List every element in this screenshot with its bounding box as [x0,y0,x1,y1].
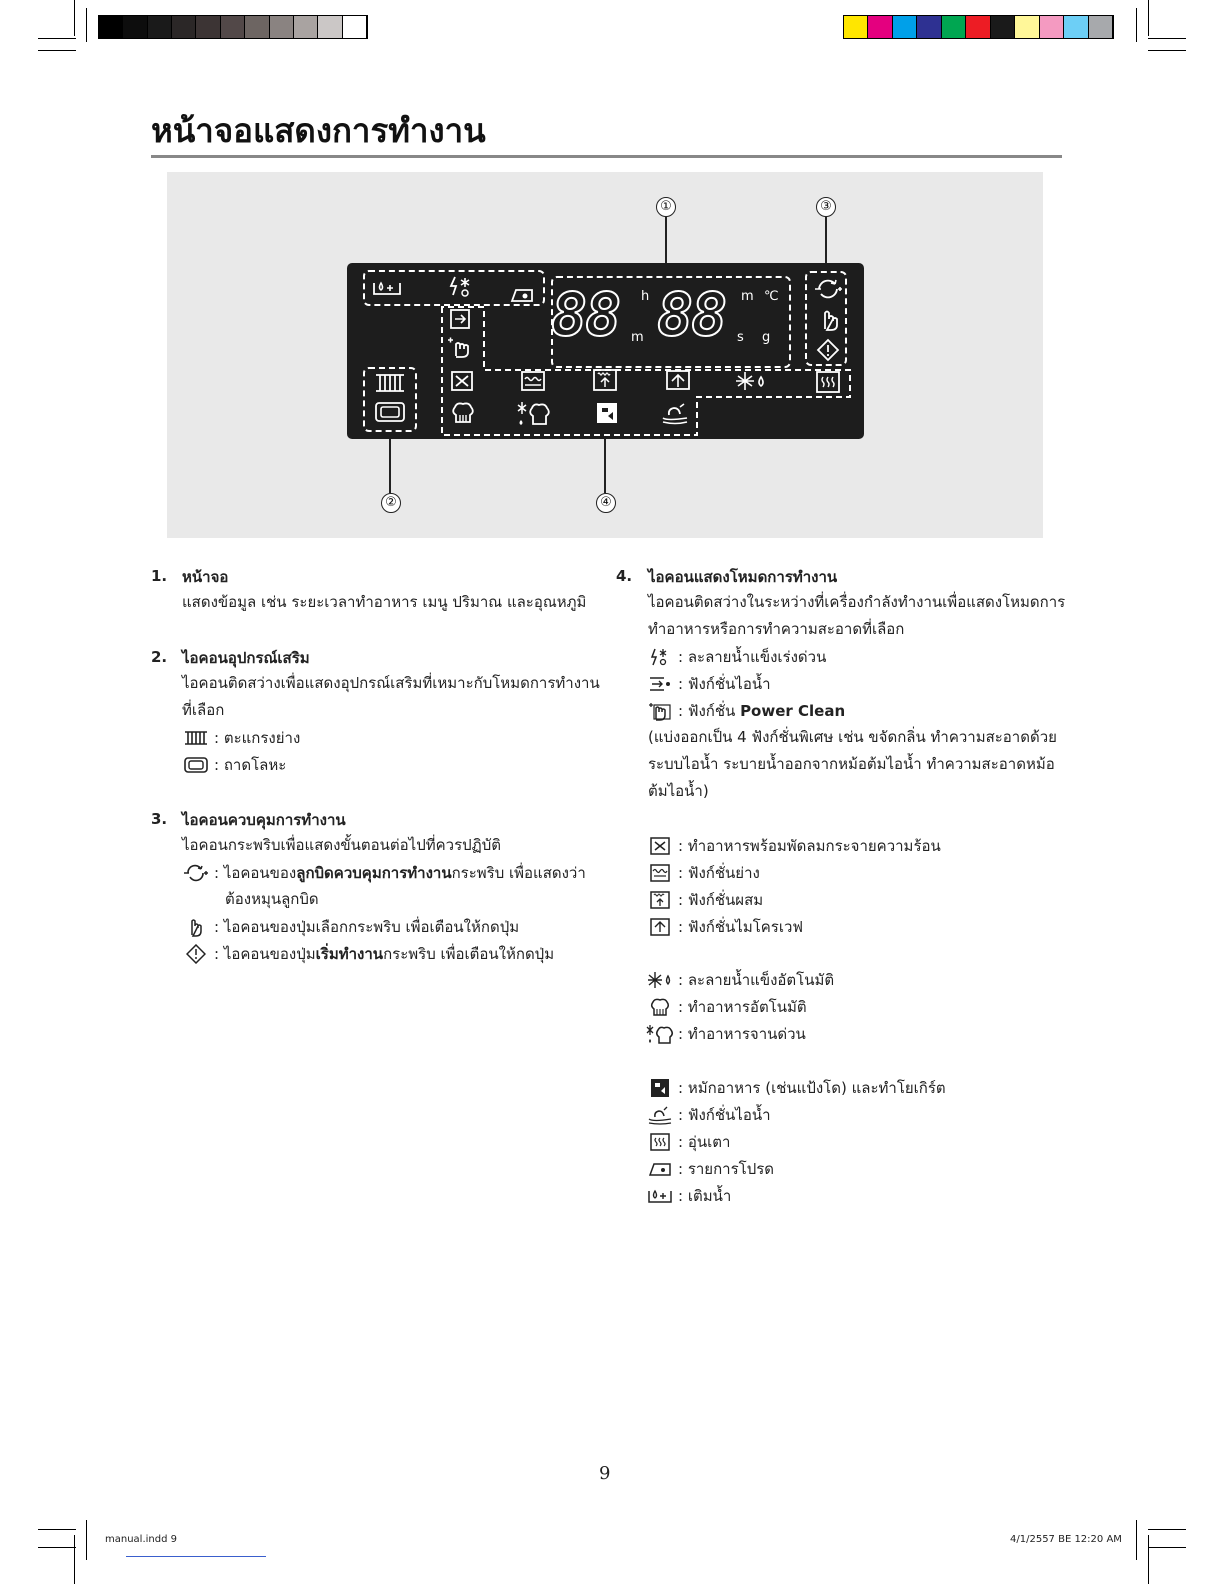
control-label: : ไอคอนของปุ่มเลือกกระพริบ เพื่อเตือนให้กดปุ่ม [214,918,520,936]
control-label [214,861,586,885]
crop-mark [86,8,87,42]
fast-cook-icon [517,400,551,426]
mode-label: : ทำอาหารจานด่วน [678,1025,806,1043]
crop-mark [1148,0,1149,36]
calibration-swatch [221,16,245,38]
metal-tray-icon [183,756,209,774]
auto-cook-icon [450,401,476,425]
page-title: หน้าจอแสดงการทำงาน [151,111,486,150]
mode-label: : ฟังก์ชั่นไมโครเวฟ [678,918,804,936]
keep-warm-icon [815,370,841,394]
callout-3: ③ [816,197,836,217]
mode-label: : รายการโปรด [678,1160,775,1178]
calibration-swatch [844,16,868,38]
select-button-icon [817,307,841,333]
dough-proof-icon [596,402,618,424]
start-button-icon [816,338,840,362]
unit-m-bottom: m [631,330,644,345]
section-2-number: 2. [151,648,168,666]
crop-mark [74,1535,75,1584]
footer-timestamp: 4/1/2557 BE 12:20 AM [1010,1534,1122,1545]
section-3-heading: ไอคอนควบคุมการทำงาน [182,811,346,829]
steam-function-icon [448,308,474,330]
mode-label-pre: : ฟังก์ชั่น [678,702,741,720]
mode-label: : ฟังก์ชั่นผสม [678,891,764,909]
favorite-icon [648,1161,672,1177]
footer-file-info: manual.indd 9 [105,1534,177,1545]
digits-left: 88 [551,280,620,350]
favorite-icon [509,287,535,303]
mode-label: : ฟังก์ชั่นไอน้ำ [678,675,771,693]
crop-mark [1136,8,1137,42]
crop-mark [1148,1547,1186,1548]
calibration-swatch [991,16,1015,38]
display-panel [347,263,864,439]
calibration-swatch [172,16,196,38]
crop-mark [38,38,76,39]
steam-function-icon [648,674,672,694]
dough-proof-icon [650,1078,670,1098]
select-button-icon [186,917,206,937]
unit-s: s [737,330,744,345]
mode-label: : ฟังก์ชั่นย่าง [678,864,760,882]
mode-label: : ละลายน้ำแข็งอัตโนมัติ [678,971,835,989]
mode-item [646,1023,806,1045]
add-water-icon [647,1187,673,1205]
mode-item [646,1131,730,1153]
dial-icon [183,863,209,883]
mode-label: : ทำอาหารพร้อมพัดลมกระจายความร้อน [678,837,941,855]
color-calibration-strip [843,15,1114,39]
microwave-function-icon [649,917,671,937]
section-2-heading: ไอคอนอุปกรณ์เสริม [182,649,310,667]
auto-defrost-icon [735,370,767,392]
mode-item [646,1158,774,1180]
section-4-description: ไอคอนติดสว่างในระหว่างที่เครื่องกำลังทำงานเพื่อแสดงโหมดการ [648,593,1066,611]
calibration-swatch [343,16,367,38]
mode-label: : เติมน้ำ [678,1187,732,1205]
section-1-description: แสดงข้อมูล เช่น ระยะเวลาทำอาหาร เมนู ปริมาณ และอุณหภูมิ [182,593,587,611]
grill-function-icon [520,370,546,392]
digits-right: 88 [657,280,726,350]
crop-mark [1148,1535,1149,1584]
unit-h: h [641,289,650,304]
add-water-icon [372,279,402,297]
footer-rule [126,1556,266,1557]
calibration-swatch [318,16,342,38]
unit-g: g [762,330,771,345]
steam-icon [647,1105,673,1125]
control-item-start [182,943,554,965]
crop-mark [1148,1529,1186,1530]
crop-mark [38,1547,76,1548]
mode-label-bold: Power Clean [740,702,846,720]
mode-item [646,1185,731,1207]
mode-item [646,1104,771,1126]
section-1-number: 1. [151,567,168,585]
mode-label: : ละลายน้ำแข็งเร่งด่วน [678,648,827,666]
convection-icon [450,370,474,392]
auto-cook-icon [649,997,671,1017]
crop-mark [38,50,76,51]
power-clean-icon [446,336,474,360]
mode-label: : ทำอาหารอัตโนมัติ [678,998,807,1016]
calibration-swatch [294,16,318,38]
auto-defrost-icon [647,970,673,990]
fast-defrost-icon [650,647,670,667]
control-label [214,942,554,966]
convection-icon [649,836,671,856]
accessory-item-grill-rack [182,727,300,749]
control-label-post: กระพริบ เพื่อแสดงว่า [451,864,586,882]
mode-label: : หมักอาหาร (เช่นแป้งโด) และทำโยเกิร์ต [678,1079,946,1097]
metal-tray-icon [374,401,406,423]
power-clean-note: (แบ่งออกเป็น 4 ฟังก์ชั่นพิเศษ เช่น ขจัดกลิ่น ทำความสะอาดด้วย [648,728,1057,746]
mode-label: : อุ่นเตา [678,1133,731,1151]
calibration-swatch [1064,16,1088,38]
mode-item [646,916,803,938]
calibration-swatch [99,16,123,38]
crop-mark [86,1520,87,1560]
fast-defrost-icon [449,275,473,299]
calibration-swatch [1015,16,1039,38]
accessory-item-metal-tray [182,754,286,776]
calibration-swatch [245,16,269,38]
grill-rack-icon [374,372,406,394]
calibration-swatch [942,16,966,38]
section-3-number: 3. [151,810,168,828]
mode-item [646,969,834,991]
steam-icon [660,401,690,425]
section-4-description-cont: ทำอาหารหรือการทำความสะอาดที่เลือก [648,620,905,638]
control-label-post: กระพริบ เพื่อเตือนให้กดปุ่ม [383,945,555,963]
crop-mark [74,0,75,36]
section-1-heading: หน้าจอ [182,568,229,586]
control-item-select [182,916,519,938]
control-panel-figure [167,172,1043,538]
calibration-swatch [1040,16,1064,38]
control-dial-cont: ต้องหมุนลูกบิด [225,890,319,908]
calibration-swatch [917,16,941,38]
crop-mark [1148,50,1186,51]
callout-4: ④ [596,493,616,513]
control-label-pre: : ไอคอนของปุ่ม [214,945,316,963]
accessory-label: : ตะแกรงย่าง [214,729,301,747]
mode-item [646,673,771,695]
keep-warm-icon [649,1132,671,1152]
callout-1: ① [656,197,676,217]
mode-item [646,835,941,857]
fast-cook-icon [646,1023,674,1045]
calibration-swatch [270,16,294,38]
mode-label: : ฟังก์ชั่นไอน้ำ [678,1106,771,1124]
combi-function-icon [649,890,671,910]
control-item-dial [182,862,586,884]
section-2-description-cont: ที่เลือก [182,701,225,719]
section-3-description: ไอคอนกระพริบเพื่อแสดงขั้นตอนต่อไปที่ควรปฏิบัติ [182,836,502,854]
power-clean-icon [648,701,672,721]
power-clean-note-3: ต้มไอน้ำ) [648,782,709,800]
calibration-swatch [868,16,892,38]
callout-4-leader [604,437,606,493]
time-display-digits [551,280,620,350]
mode-item [646,646,826,668]
crop-mark [1148,38,1186,39]
grayscale-calibration-strip [98,15,368,39]
grill-rack-icon [183,729,209,747]
callout-2: ② [381,493,401,513]
mode-item [646,889,763,911]
mode-item [646,996,807,1018]
microwave-function-icon [665,369,691,391]
section-4-number: 4. [616,567,633,585]
section-4-heading: ไอคอนแสดงโหมดการทำงาน [648,568,838,586]
control-label-bold: เริ่มทำงาน [315,945,384,963]
calibration-swatch [1089,16,1113,38]
section-2-description: ไอคอนติดสว่างเพื่อแสดงอุปกรณ์เสริมที่เหมาะกับโหมดการทำงาน [182,674,600,692]
calibration-swatch [123,16,147,38]
unit-m-top: m [741,289,754,304]
combi-function-icon [592,368,618,392]
unit-celsius: ℃ [764,289,779,304]
calibration-swatch [893,16,917,38]
control-label-bold: ลูกบิดควบคุมการทำงาน [296,864,452,882]
crop-mark [38,1529,76,1530]
control-label-pre: : ไอคอนของ [214,864,297,882]
title-rule [151,155,1062,158]
mode-item [646,862,760,884]
page-number: 9 [599,1463,611,1484]
power-clean-note-2: ระบบไอน้ำ ระบายน้ำออกจากหม้อต้มไอน้ำ ทำความสะอาดหม้อ [648,755,1055,773]
start-button-icon [186,944,206,964]
mode-label [678,699,845,723]
accessory-label: : ถาดโลหะ [214,756,287,774]
calibration-swatch [196,16,220,38]
time-display-digits-right [657,280,726,350]
mode-item-power-clean [646,700,845,722]
callout-2-leader [389,430,391,493]
dial-icon [813,277,843,301]
calibration-swatch [966,16,990,38]
crop-mark [1136,1520,1137,1560]
mode-item [646,1077,946,1099]
grill-function-icon [649,863,671,883]
calibration-swatch [148,16,172,38]
